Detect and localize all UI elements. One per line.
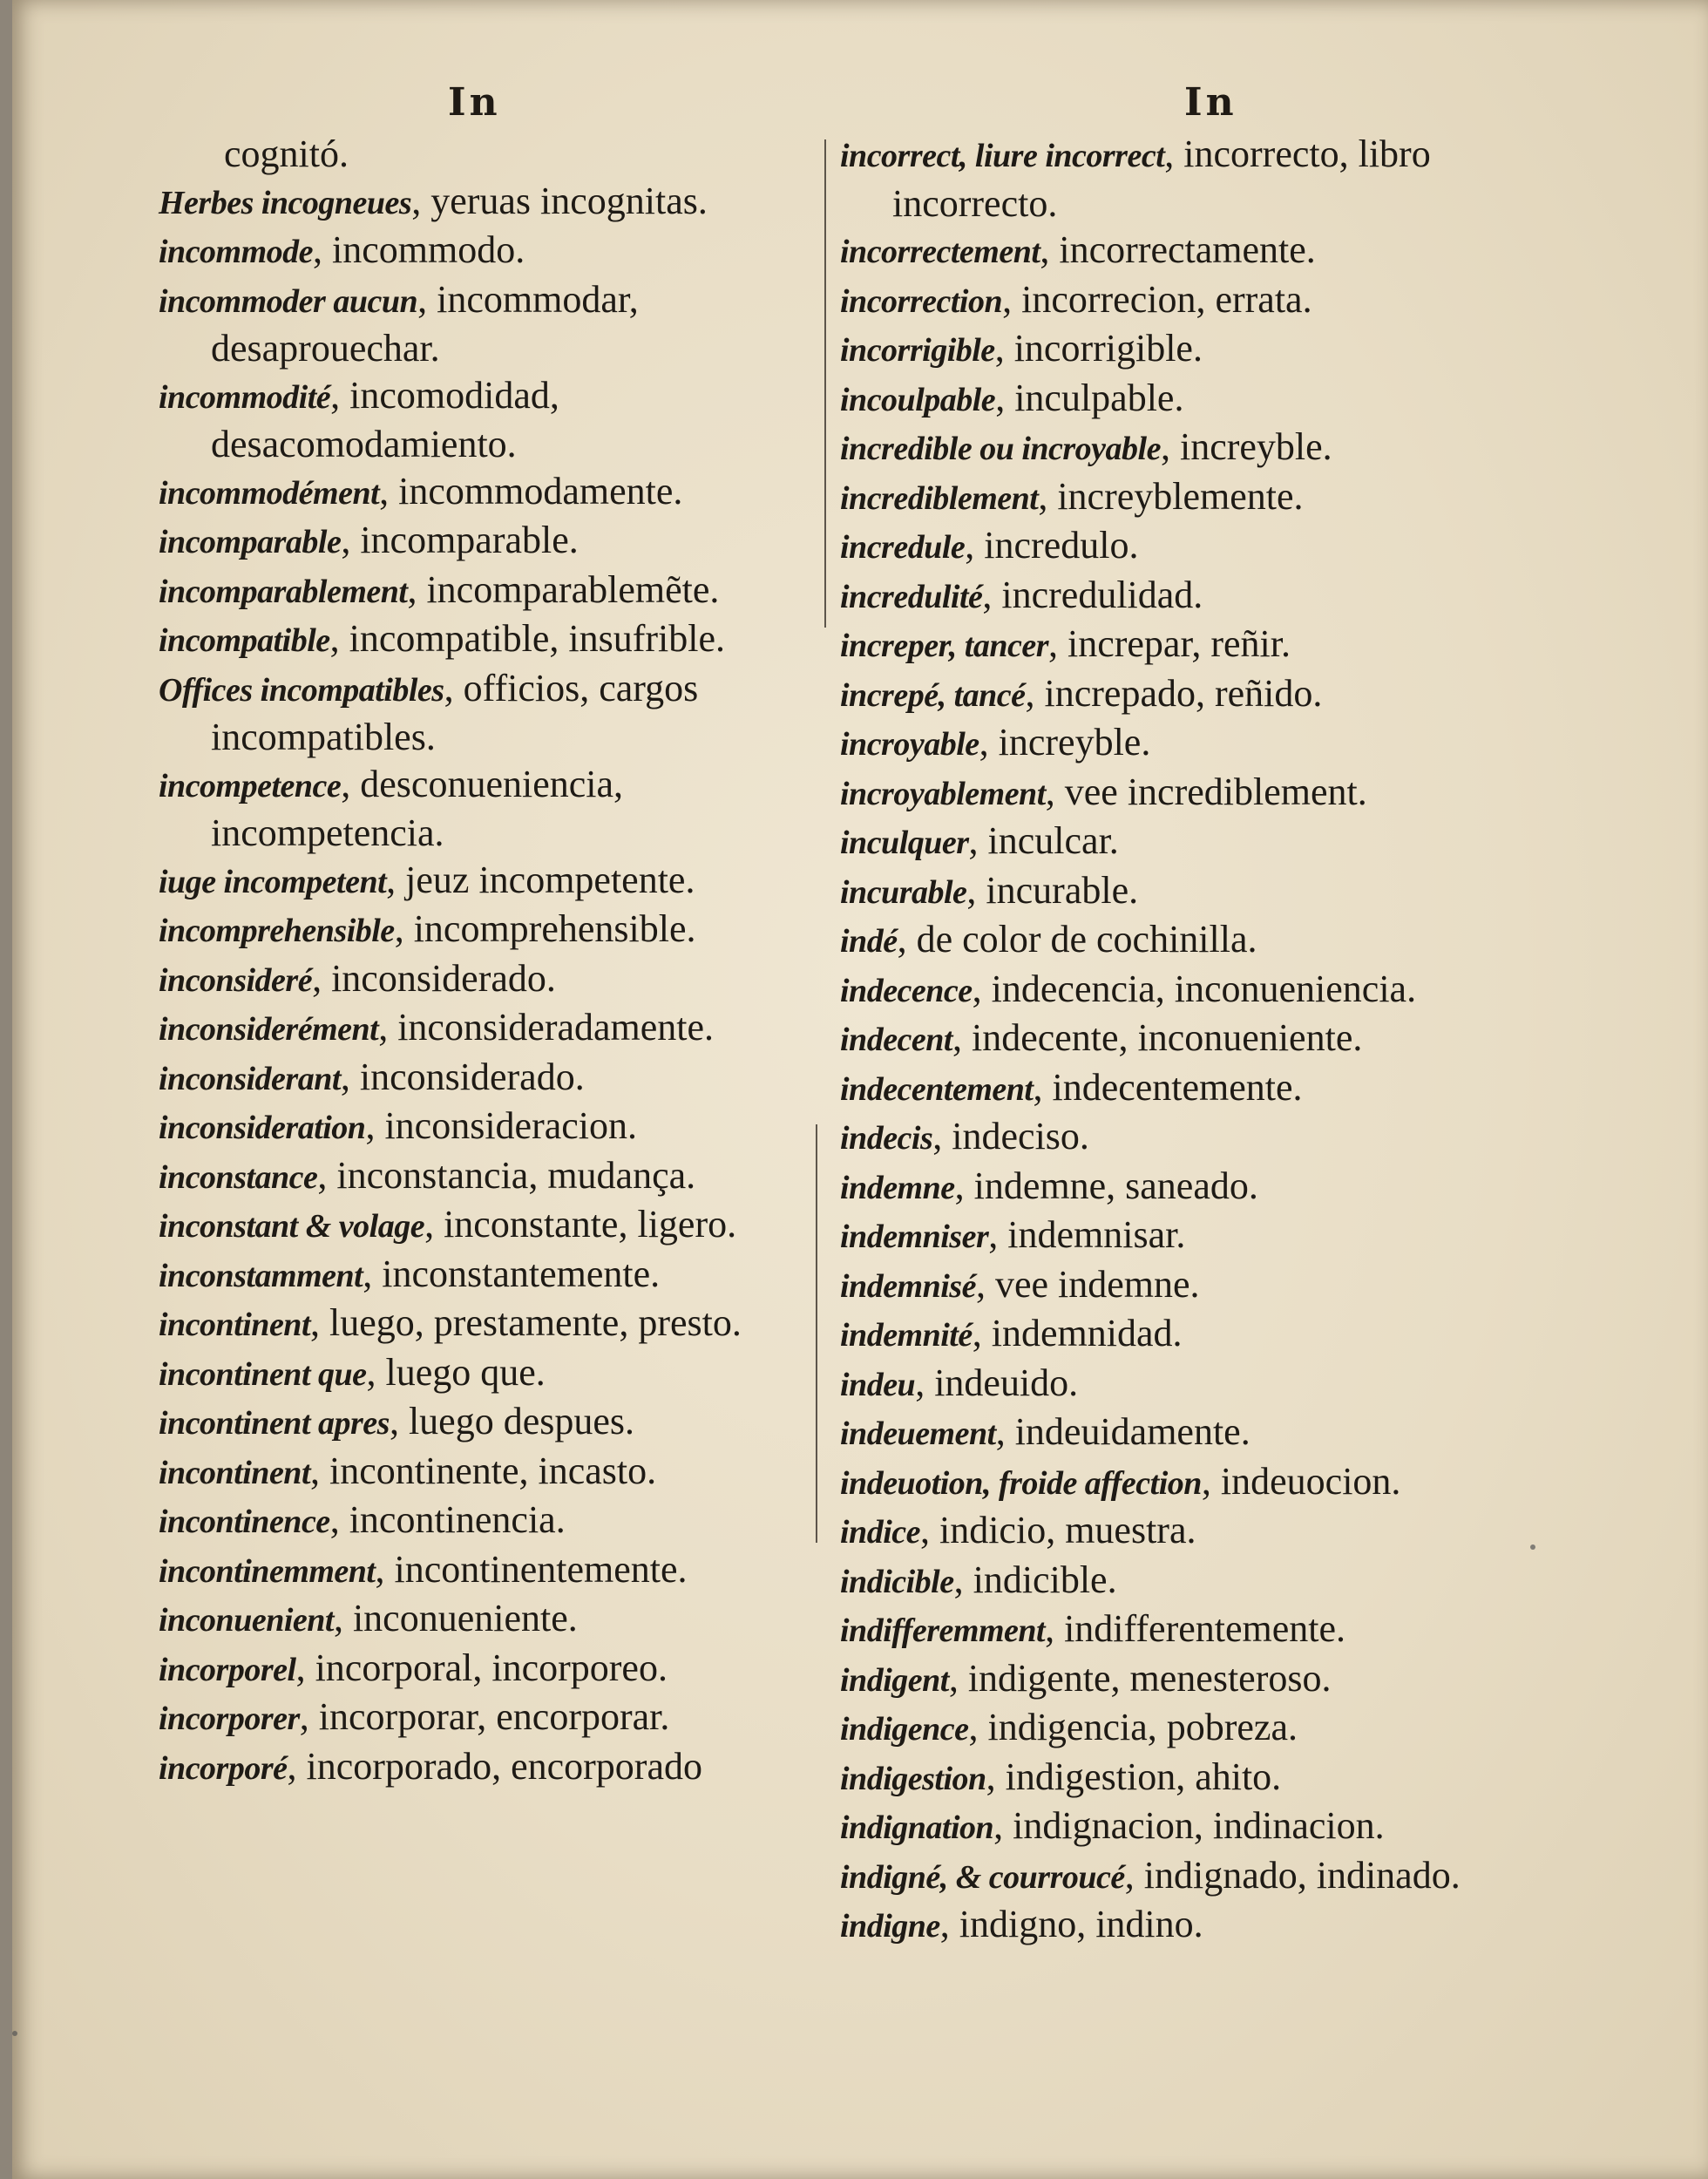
dictionary-entry	[159, 1103, 821, 1152]
french-headword: indemniser	[840, 1218, 989, 1255]
french-headword: incontinent que	[159, 1355, 367, 1393]
dictionary-entry	[840, 1852, 1537, 1902]
dictionary-entry	[159, 227, 821, 276]
dictionary-entry	[159, 131, 821, 178]
spanish-translation: , de color de cochinilla.	[897, 918, 1257, 961]
french-headword: incommode	[159, 234, 314, 270]
dictionary-entry	[159, 1398, 821, 1448]
spanish-translation: , inconsideradamente.	[378, 1006, 715, 1049]
french-headword: indeuotion, froide affection	[840, 1464, 1202, 1502]
spanish-translation: , indicio, muestra.	[919, 1509, 1196, 1551]
french-headword: indeuement	[840, 1415, 996, 1452]
spanish-translation: , indigencia, pobreza.	[968, 1706, 1298, 1748]
dictionary-entry	[840, 1113, 1537, 1163]
french-headword: incontinent	[159, 1307, 310, 1343]
spanish-translation: , incompatible, insufrible.	[329, 617, 725, 660]
dictionary-entry	[159, 1004, 821, 1054]
french-headword: incorrectement	[840, 234, 1040, 270]
dictionary-entry	[840, 522, 1537, 572]
spanish-translation: , incontinencia.	[329, 1498, 566, 1541]
spanish-translation: , indeuocion.	[1201, 1459, 1401, 1503]
spanish-translation: , incontinentemente.	[375, 1547, 688, 1591]
french-headword: increpé, tancé	[840, 676, 1026, 714]
ink-speck	[1530, 1544, 1535, 1550]
spanish-translation: , inconsideracion.	[365, 1104, 638, 1147]
dictionary-entry	[159, 1448, 821, 1497]
dictionary-entry	[840, 818, 1537, 867]
running-head-right: In	[1184, 80, 1237, 125]
french-headword: inconstant & volage	[159, 1208, 425, 1245]
french-headword: incoulpable	[840, 381, 996, 418]
dictionary-entry	[840, 572, 1537, 621]
french-headword: indemne	[840, 1169, 955, 1206]
spanish-translation: , indignado, indinado.	[1124, 1853, 1461, 1897]
dictionary-entry	[159, 1201, 821, 1251]
french-headword: incontinent	[159, 1454, 310, 1491]
spanish-translation: , increpado, reñido.	[1025, 671, 1323, 715]
spanish-translation: , inculpable.	[995, 376, 1184, 419]
french-headword: inconsiderant	[159, 1060, 341, 1097]
dictionary-entry	[840, 424, 1537, 473]
dictionary-entry	[159, 517, 821, 567]
spanish-translation: , jeuz incompetente.	[386, 858, 695, 901]
dictionary-entry	[159, 276, 821, 372]
spanish-translation: , inconstancia, mudança.	[317, 1153, 696, 1197]
dictionary-entry	[840, 131, 1537, 227]
french-headword: indemnité	[840, 1317, 973, 1354]
dictionary-entry	[159, 1497, 821, 1546]
spanish-translation: , indecencia, inconueniencia.	[972, 967, 1417, 1010]
french-headword: inconstamment	[159, 1257, 363, 1294]
spanish-translation: , yeruas incognitas.	[411, 179, 708, 222]
dictionary-entry	[840, 1704, 1537, 1754]
french-headword: indigné, & courroucé	[840, 1858, 1125, 1896]
dictionary-entry	[840, 276, 1537, 326]
french-headword: inconsiderément	[159, 1011, 379, 1048]
french-headword: incredule	[840, 529, 966, 566]
spanish-translation: , indigente, menesteroso.	[948, 1656, 1332, 1700]
dictionary-entry	[159, 615, 821, 665]
spanish-translation: , indignacion, indinacion.	[993, 1804, 1385, 1847]
dictionary-entry	[159, 372, 821, 468]
french-headword: increper, tancer	[840, 628, 1048, 664]
french-headword: incompetence	[159, 767, 342, 804]
french-headword: inconuenient	[159, 1602, 334, 1639]
dictionary-entry	[159, 1546, 821, 1596]
dictionary-entry	[840, 375, 1537, 424]
spanish-translation: , increyble.	[979, 721, 1151, 764]
french-headword: Offices incompatibles	[159, 671, 444, 709]
running-head-left: In	[448, 80, 501, 125]
french-headword: incomprehensible	[159, 913, 395, 949]
dictionary-entry	[840, 1360, 1537, 1409]
dictionary-entry	[159, 955, 821, 1005]
spanish-translation: , incredulidad.	[982, 573, 1203, 616]
dictionary-entry	[840, 769, 1537, 818]
french-headword: incorrigible	[840, 332, 995, 369]
dictionary-entry	[159, 1743, 821, 1793]
right-column	[840, 131, 1537, 1951]
french-headword: incompatible	[159, 622, 330, 659]
column-rule-upper	[824, 139, 826, 628]
left-column	[159, 131, 821, 1792]
french-headword: incommodité	[159, 378, 331, 416]
french-headword: indecence	[840, 972, 973, 1009]
spanish-translation: , vee incrediblement.	[1045, 770, 1367, 813]
spanish-translation: cognitó.	[224, 132, 349, 175]
dictionary-entry	[159, 567, 821, 616]
dictionary-entry	[840, 719, 1537, 769]
french-headword: inconstance	[159, 1158, 318, 1196]
french-headword: indecentement	[840, 1070, 1034, 1108]
dictionary-entry	[159, 1054, 821, 1103]
french-headword: incredible ou incroyable	[840, 431, 1161, 467]
dictionary-entry	[840, 867, 1537, 917]
french-headword: incontinence	[159, 1504, 330, 1540]
dictionary-entry	[159, 1694, 821, 1743]
spanish-translation: , inculcar.	[968, 819, 1119, 862]
spanish-translation: , incomprehensible.	[394, 907, 696, 950]
french-headword: incontinent apres	[159, 1405, 390, 1442]
dictionary-entry	[840, 1212, 1537, 1261]
spanish-translation: , indifferentemente.	[1045, 1607, 1346, 1650]
spanish-translation: , incomodidad, desacomodamiento.	[211, 373, 559, 465]
french-headword: incurable	[840, 873, 967, 911]
french-headword: indeu	[840, 1366, 916, 1403]
french-headword: incrediblement	[840, 479, 1039, 517]
french-headword: incomparablement	[159, 573, 408, 610]
dictionary-entry	[840, 325, 1537, 375]
french-headword: incomparable	[159, 524, 342, 560]
french-headword: incorrection	[840, 282, 1003, 320]
spanish-translation: , indeuido.	[915, 1361, 1079, 1404]
dictionary-entry	[840, 670, 1537, 720]
spanish-translation: , inconsiderado.	[340, 1055, 585, 1098]
dictionary-entry	[840, 621, 1537, 670]
spanish-translation: , officios, cargos incompatibles.	[211, 666, 699, 758]
french-headword: indé	[840, 923, 898, 960]
dictionary-entry	[840, 1064, 1537, 1114]
spanish-translation: , indemnidad.	[972, 1312, 1183, 1354]
dictionary-entry	[159, 665, 821, 761]
dictionary-entry	[840, 916, 1537, 966]
french-headword: incontinemment	[159, 1552, 376, 1590]
spanish-translation: , incorporado, encorporado	[287, 1744, 702, 1788]
spanish-translation: , incorrecto, libro incorrecto.	[892, 132, 1431, 225]
dictionary-entry	[159, 1152, 821, 1202]
french-headword: inconsideration	[159, 1110, 366, 1146]
dictionary-entry	[159, 1349, 821, 1399]
spanish-translation: , inconueniente.	[333, 1597, 578, 1639]
spanish-translation: , incommodo.	[313, 228, 525, 271]
french-headword: iuge incompetent	[159, 863, 387, 900]
spanish-translation: , incorrecion, errata.	[1002, 277, 1312, 321]
french-headword: indigne	[840, 1908, 940, 1945]
spanish-translation: , incorporal, incorporeo.	[295, 1646, 668, 1689]
dictionary-entry	[159, 1251, 821, 1300]
spanish-translation: , incredulo.	[965, 524, 1139, 567]
french-headword: inculquer	[840, 825, 969, 861]
french-headword: incorrect, liure incorrect	[840, 138, 1165, 174]
dictionary-entry	[159, 178, 821, 227]
dictionary-entry	[159, 1300, 821, 1349]
spanish-translation: , incorrectamente.	[1040, 228, 1316, 271]
dictionary-entry	[159, 857, 821, 906]
french-headword: incredulité	[840, 578, 983, 615]
french-headword: indigence	[840, 1711, 969, 1748]
french-headword: incommodément	[159, 474, 380, 512]
spanish-translation: , incomparablemẽte.	[407, 567, 720, 611]
french-headword: incroyablement	[840, 775, 1046, 812]
spanish-translation: , luego despues.	[389, 1400, 635, 1442]
dictionary-entry	[840, 1458, 1537, 1508]
spanish-translation: , indemne, saneado.	[954, 1164, 1258, 1207]
french-headword: indigestion	[840, 1760, 986, 1797]
dictionary-entry	[840, 1802, 1537, 1852]
spanish-translation: , inconsiderado.	[312, 956, 556, 1000]
spanish-translation: , indemnisar.	[988, 1213, 1186, 1256]
spanish-translation: , indicible.	[953, 1558, 1117, 1601]
spanish-translation: , indeciso.	[932, 1115, 1089, 1157]
spanish-translation: , vee indemne.	[975, 1262, 1200, 1306]
french-headword: Herbes incogneues	[159, 184, 412, 221]
spanish-translation: , luego, prestamente, presto.	[310, 1301, 742, 1344]
dictionary-entry	[840, 1655, 1537, 1705]
spanish-translation: , increyble.	[1160, 425, 1332, 468]
dictionary-entry	[840, 1754, 1537, 1803]
french-headword: indigent	[840, 1661, 949, 1699]
dictionary-entry	[840, 1261, 1537, 1311]
ink-speck	[12, 2031, 17, 2036]
dictionary-entry	[159, 468, 821, 518]
spanish-translation: , incommodamente.	[379, 469, 683, 513]
spanish-translation: , luego que.	[366, 1350, 546, 1394]
dictionary-entry	[840, 1557, 1537, 1606]
dictionary-page	[12, 0, 1708, 2179]
french-headword: incroyable	[840, 726, 979, 763]
spanish-translation: , increyblemente.	[1038, 474, 1304, 518]
french-headword: incorporer	[159, 1700, 300, 1737]
spanish-translation: , indeuidamente.	[995, 1410, 1250, 1453]
dictionary-entry	[840, 1163, 1537, 1212]
spanish-translation: , indecentemente.	[1033, 1065, 1303, 1109]
french-headword: incorporé	[159, 1749, 288, 1787]
french-headword: indignation	[840, 1809, 994, 1846]
dictionary-entry	[840, 1310, 1537, 1360]
spanish-translation: , incomparable.	[341, 519, 579, 561]
spanish-translation: , indigno, indino.	[939, 1903, 1203, 1945]
dictionary-entry	[840, 1015, 1537, 1064]
french-headword: inconsideré	[159, 961, 313, 999]
french-headword: indemnisé	[840, 1267, 976, 1305]
french-headword: indecis	[840, 1120, 933, 1157]
dictionary-entry	[159, 906, 821, 955]
french-headword: incorporel	[159, 1651, 296, 1688]
dictionary-entry	[840, 473, 1537, 523]
french-headword: indecent	[840, 1022, 952, 1058]
dictionary-entry	[840, 1409, 1537, 1458]
spanish-translation: , incontinente, incasto.	[310, 1449, 657, 1492]
spanish-translation: , desconueniencia, incompetencia.	[211, 762, 624, 854]
spanish-translation: , inconstantemente.	[363, 1252, 661, 1295]
dictionary-entry	[840, 227, 1537, 276]
dictionary-entry	[840, 1605, 1537, 1655]
dictionary-entry	[840, 1901, 1537, 1951]
french-headword: indifferemment	[840, 1612, 1046, 1649]
spanish-translation: , incorrigible.	[994, 327, 1203, 370]
dictionary-entry	[840, 1507, 1537, 1557]
spanish-translation: , inconstante, ligero.	[424, 1203, 737, 1246]
spanish-translation: , incommodar, desaprouechar.	[211, 277, 639, 370]
spanish-translation: , incurable.	[966, 868, 1139, 912]
spanish-translation: , indigestion, ahito.	[986, 1755, 1282, 1798]
dictionary-entry	[159, 1595, 821, 1645]
french-headword: indicible	[840, 1563, 954, 1600]
spanish-translation: , indecente, inconueniente.	[952, 1016, 1363, 1059]
spanish-translation: , incorporar, encorporar.	[299, 1695, 670, 1738]
dictionary-entry	[159, 761, 821, 857]
dictionary-entry	[840, 966, 1537, 1015]
spanish-translation: , increpar, reñir.	[1047, 622, 1291, 665]
french-headword: incommoder aucun	[159, 282, 418, 320]
french-headword: indice	[840, 1514, 920, 1551]
dictionary-entry	[159, 1645, 821, 1694]
